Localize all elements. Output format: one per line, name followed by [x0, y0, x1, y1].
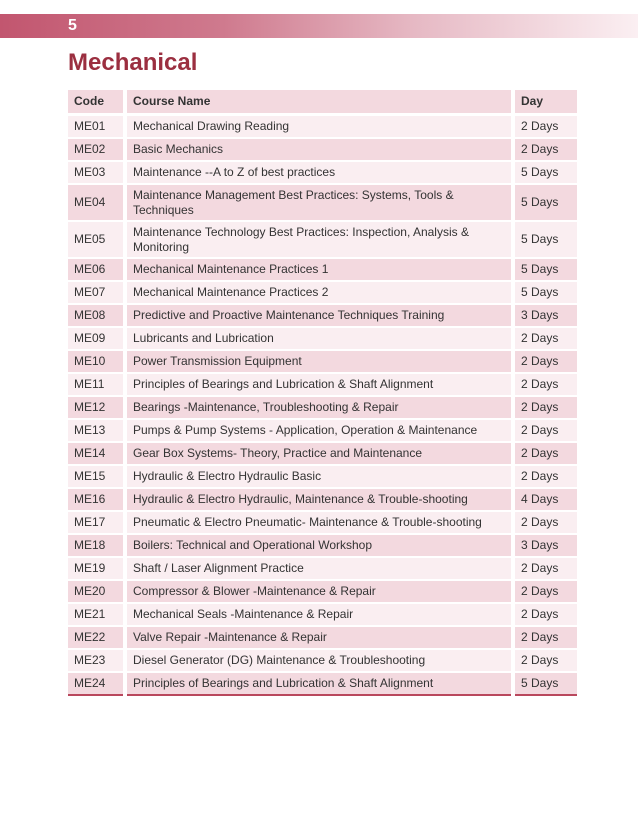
- course-code: ME04: [68, 184, 125, 221]
- table-row: [68, 419, 579, 442]
- table-row: [68, 161, 579, 184]
- header-code: Code: [68, 90, 125, 115]
- table-row: [68, 221, 579, 258]
- course-name: Hydraulic & Electro Hydraulic, Maintenance & Trouble-shooting: [125, 488, 513, 511]
- course-name: Principles of Bearings and Lubrication & Shaft Alignment: [125, 373, 513, 396]
- page-title: Mechanical: [68, 49, 198, 76]
- course-code: ME23: [68, 649, 125, 672]
- course-duration: 2 Days: [513, 373, 579, 396]
- header-course-name: Course Name: [125, 90, 513, 115]
- course-name: Diesel Generator (DG) Maintenance & Troubleshooting: [125, 649, 513, 672]
- course-code: ME20: [68, 580, 125, 603]
- course-code: ME02: [68, 138, 125, 161]
- header-day: Day: [513, 90, 579, 115]
- course-rows: [68, 115, 579, 696]
- course-code: ME17: [68, 511, 125, 534]
- table-row: [68, 138, 579, 161]
- course-duration: 2 Days: [513, 115, 579, 139]
- course-code: ME16: [68, 488, 125, 511]
- page-number: 5: [68, 17, 77, 34]
- table-row: [68, 350, 579, 373]
- course-duration: 2 Days: [513, 138, 579, 161]
- course-duration: 2 Days: [513, 442, 579, 465]
- course-duration: 3 Days: [513, 304, 579, 327]
- course-name: Maintenance --A to Z of best practices: [125, 161, 513, 184]
- course-duration: 2 Days: [513, 603, 579, 626]
- table-row: [68, 396, 579, 419]
- course-duration: 5 Days: [513, 221, 579, 258]
- course-name: Valve Repair -Maintenance & Repair: [125, 626, 513, 649]
- course-duration: 3 Days: [513, 534, 579, 557]
- course-name: Shaft / Laser Alignment Practice: [125, 557, 513, 580]
- header-banner: [0, 14, 638, 38]
- course-duration: 4 Days: [513, 488, 579, 511]
- table-row: [68, 672, 579, 695]
- course-name: Mechanical Maintenance Practices 2: [125, 281, 513, 304]
- table-row: [68, 649, 579, 672]
- table-row: [68, 373, 579, 396]
- course-code: ME13: [68, 419, 125, 442]
- course-name: Pumps & Pump Systems - Application, Operation & Maintenance: [125, 419, 513, 442]
- table-row: [68, 534, 579, 557]
- table-row: [68, 442, 579, 465]
- course-duration: 2 Days: [513, 580, 579, 603]
- course-name: Bearings -Maintenance, Troubleshooting & Repair: [125, 396, 513, 419]
- table-header-row: [68, 90, 579, 115]
- table-row: [68, 465, 579, 488]
- course-duration: 5 Days: [513, 258, 579, 281]
- table-row: [68, 281, 579, 304]
- course-table: [68, 90, 581, 696]
- course-duration: 2 Days: [513, 350, 579, 373]
- course-duration: 2 Days: [513, 649, 579, 672]
- course-name: Mechanical Drawing Reading: [125, 115, 513, 139]
- course-duration: 2 Days: [513, 557, 579, 580]
- table-row: [68, 488, 579, 511]
- course-name: Compressor & Blower -Maintenance & Repair: [125, 580, 513, 603]
- course-code: ME08: [68, 304, 125, 327]
- course-duration: 2 Days: [513, 626, 579, 649]
- course-duration: 5 Days: [513, 281, 579, 304]
- course-code: ME12: [68, 396, 125, 419]
- table-row: [68, 557, 579, 580]
- table-row: [68, 115, 579, 139]
- course-name: Maintenance Technology Best Practices: Inspection, Analysis & Monitoring: [125, 221, 513, 258]
- course-name: Pneumatic & Electro Pneumatic- Maintenance & Trouble-shooting: [125, 511, 513, 534]
- course-duration: 5 Days: [513, 161, 579, 184]
- table-row: [68, 304, 579, 327]
- course-code: ME11: [68, 373, 125, 396]
- course-duration: 2 Days: [513, 465, 579, 488]
- table-row: [68, 511, 579, 534]
- course-code: ME18: [68, 534, 125, 557]
- course-name: Mechanical Maintenance Practices 1: [125, 258, 513, 281]
- course-duration: 5 Days: [513, 184, 579, 221]
- table-row: [68, 626, 579, 649]
- course-code: ME15: [68, 465, 125, 488]
- course-code: ME06: [68, 258, 125, 281]
- course-code: ME14: [68, 442, 125, 465]
- table-row: [68, 327, 579, 350]
- table-row: [68, 580, 579, 603]
- table-row: [68, 603, 579, 626]
- course-code: ME01: [68, 115, 125, 139]
- course-duration: 2 Days: [513, 327, 579, 350]
- course-code: ME19: [68, 557, 125, 580]
- table-row: [68, 184, 579, 221]
- course-name: Gear Box Systems- Theory, Practice and Maintenance: [125, 442, 513, 465]
- course-code: ME09: [68, 327, 125, 350]
- course-duration: 2 Days: [513, 396, 579, 419]
- course-name: Predictive and Proactive Maintenance Techniques Training: [125, 304, 513, 327]
- course-code: ME10: [68, 350, 125, 373]
- course-name: Hydraulic & Electro Hydraulic Basic: [125, 465, 513, 488]
- course-name: Principles of Bearings and Lubrication & Shaft Alignment: [125, 672, 513, 695]
- course-duration: 2 Days: [513, 511, 579, 534]
- course-name: Lubricants and Lubrication: [125, 327, 513, 350]
- course-code: ME07: [68, 281, 125, 304]
- course-name: Basic Mechanics: [125, 138, 513, 161]
- course-name: Maintenance Management Best Practices: Systems, Tools & Techniques: [125, 184, 513, 221]
- course-duration: 5 Days: [513, 672, 579, 695]
- course-code: ME03: [68, 161, 125, 184]
- course-code: ME05: [68, 221, 125, 258]
- course-name: Boilers: Technical and Operational Workshop: [125, 534, 513, 557]
- course-code: ME21: [68, 603, 125, 626]
- course-name: Mechanical Seals -Maintenance & Repair: [125, 603, 513, 626]
- table-row: [68, 258, 579, 281]
- course-code: ME24: [68, 672, 125, 695]
- course-code: ME22: [68, 626, 125, 649]
- course-duration: 2 Days: [513, 419, 579, 442]
- course-name: Power Transmission Equipment: [125, 350, 513, 373]
